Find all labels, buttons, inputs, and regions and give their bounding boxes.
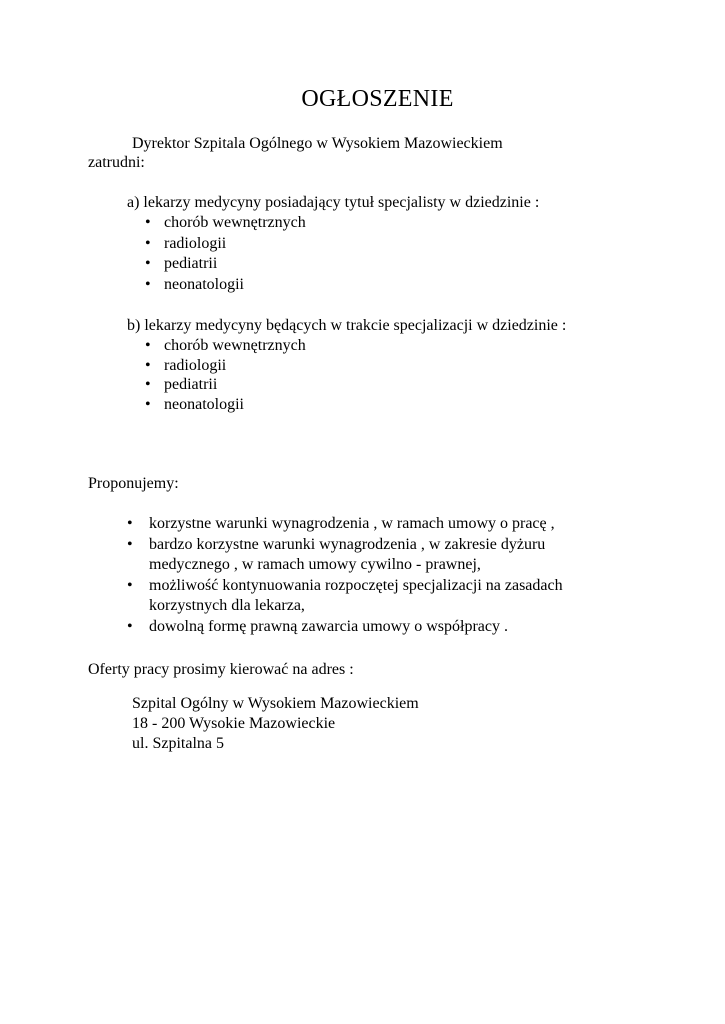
list-item-text: możliwość kontynuowania rozpoczętej specjalizacji na zasadach korzystnych dla lekarza, [149,576,563,614]
offer-label: Proponujemy: [88,475,179,492]
address-line: 18 - 200 Wysokie Mazowieckie [132,715,336,732]
list-item-text: chorób wewnętrznych [164,214,306,231]
list-item-text: korzystne warunki wynagrodzenia , w ramach umowy o pracę , [149,515,555,532]
bullet-icon: • [145,255,151,273]
list-item [127,617,607,638]
list-item [145,213,306,234]
address-block [132,694,419,754]
bullet-icon: • [127,515,133,532]
bullet-icon: • [145,214,151,231]
intro-line-2: zatrudni: [88,154,145,171]
bullet-icon: • [127,617,133,635]
list-item-text: pediatrii [164,255,218,273]
list-item-text: neonatologii [164,276,244,294]
address-line: ul. Szpitalna 5 [132,735,224,752]
list-item-text: bardzo korzystne warunki wynagrodzenia , w zakresie dyżuru medycznego , w ramach umowy cywilno - prawnej, [149,535,546,573]
bullet-icon: • [127,535,133,553]
section-a-label: a) lekarzy medycyny posiadający tytuł specjalisty w dziedzinie : [127,194,540,211]
bullet-icon: • [145,395,151,413]
list-item-text: radiologii [164,356,227,374]
list-item-text: chorób wewnętrznych [164,337,306,354]
list-item [145,275,306,296]
list-item [145,375,306,395]
contact-label: Oferty pracy prosimy kierować na adres : [88,661,354,678]
list-item-text: dowolną formę prawną zawarcia umowy o współpracy . [149,617,508,635]
list-item [127,514,607,535]
list-item-text: neonatologii [164,395,244,413]
list-item [145,254,306,275]
offer-list [127,514,607,637]
list-item-text: pediatrii [164,376,218,393]
bullet-icon: • [145,356,151,374]
list-item-text: radiologii [164,234,227,252]
bullet-icon: • [145,234,151,252]
list-item [145,234,306,255]
intro-line-1: Dyrektor Szpitala Ogólnego w Wysokiem Mazowieckiem [132,135,503,152]
section-b-label: b) lekarzy medycyny będących w trakcie specjalizacji w dziedzinie : [127,317,567,334]
section-a-list [145,213,306,296]
list-item [145,395,306,415]
list-item [145,336,306,356]
section-b-list [145,336,306,414]
bullet-icon: • [145,337,151,354]
list-item [127,576,607,617]
list-item [145,356,306,376]
document-title: OGŁOSZENIE [301,86,454,112]
bullet-icon: • [145,376,151,393]
bullet-icon: • [145,276,151,294]
list-item [127,535,607,576]
address-line: Szpital Ogólny w Wysokiem Mazowieckiem [132,695,419,712]
bullet-icon: • [127,576,133,594]
